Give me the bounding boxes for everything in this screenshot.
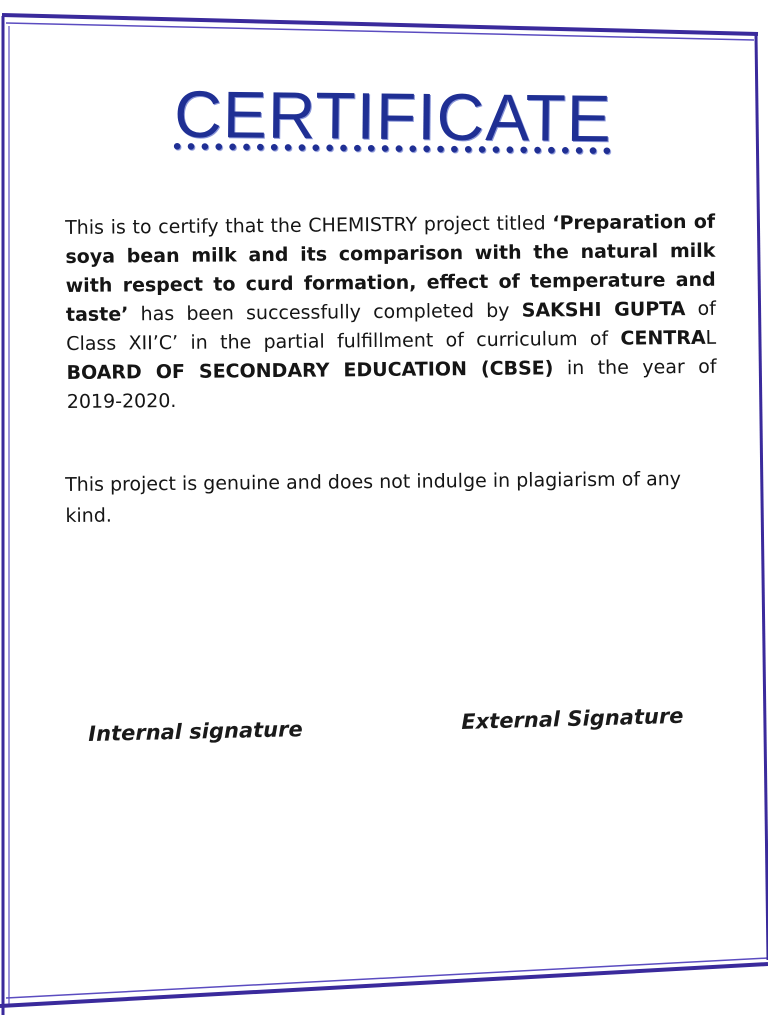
- student-name: SAKSHI GUPTA: [521, 298, 686, 322]
- plagiarism-statement: This project is genuine and does not indulge in plagiarism of any kind.: [65, 468, 682, 527]
- intro-text: This is to certify that the CHEMISTRY project titled: [65, 212, 553, 239]
- project-title: ‘Preparation of soya bean milk and its comparison with the natural milk with respect to curd formation, effect of temperature and taste’: [65, 210, 716, 326]
- board-name-part2: L: [705, 326, 717, 349]
- internal-signature-label: Internal signature: [88, 717, 303, 746]
- certificate-title: CERTIFICATE: [173, 76, 613, 156]
- class-text: of Class XII’C’ in the partial fulfillment of curriculum of: [66, 297, 717, 355]
- year-text: in the year of 2019-2020.: [66, 355, 717, 413]
- completed-by-text: has been successfully completed by: [128, 299, 522, 326]
- board-name-part1: CENTRA: [620, 326, 706, 350]
- certification-paragraph: [65, 208, 717, 417]
- external-signature-label: External Signature: [461, 703, 684, 734]
- board-name-part3: BOARD OF SECONDARY EDUCATION (CBSE): [66, 357, 554, 384]
